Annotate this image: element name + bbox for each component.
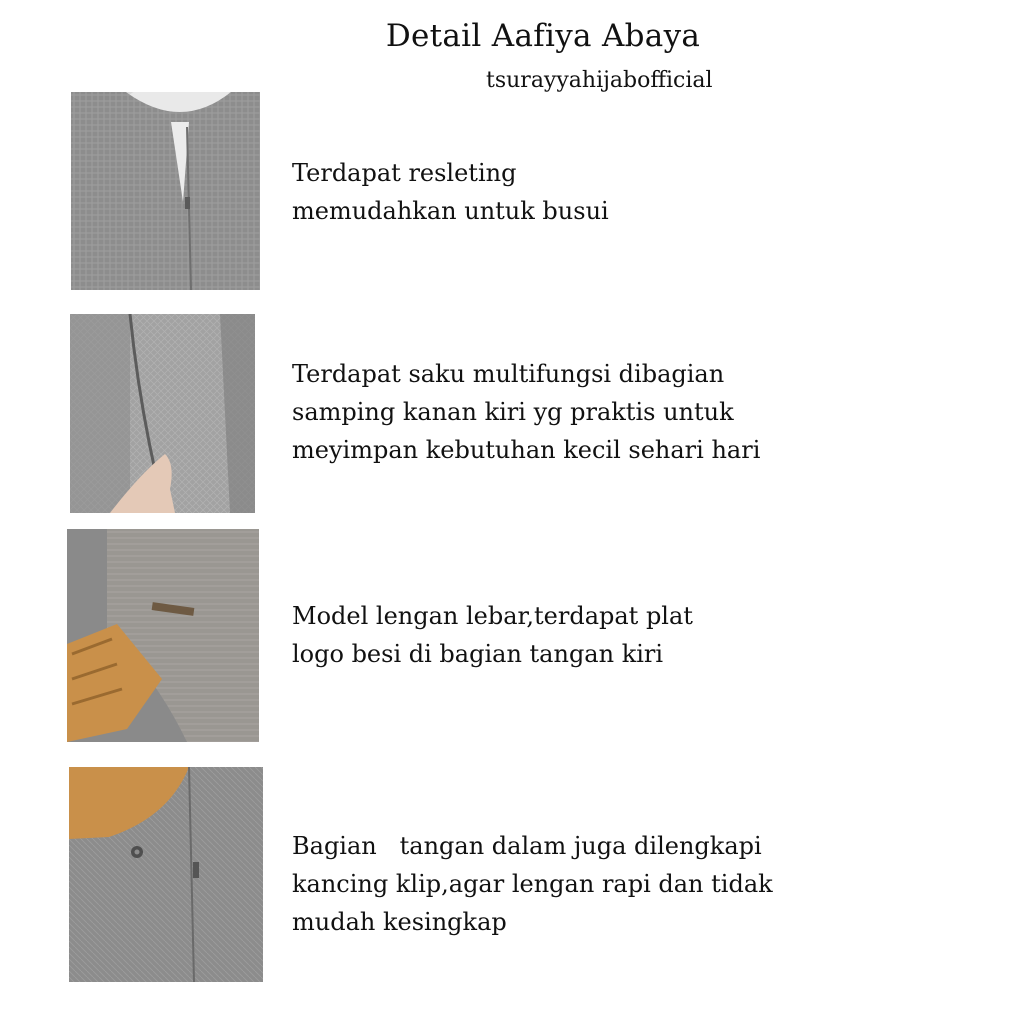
detail-4-text: Bagian tangan dalam juga dilengkapi kancing klip,agar lengan rapi dan tidak mudah kesingkap	[292, 832, 773, 936]
detail-1-text: Terdapat resleting memudahkan untuk busui	[292, 159, 609, 225]
page-title: Detail Aafiya Abaya	[385, 18, 701, 54]
sleeve-logo-plate-photo	[67, 529, 259, 742]
brand-handle: tsurayyahijabofficial	[486, 68, 713, 93]
detail-3-text: Model lengan lebar,terdapat plat logo besi di bagian tangan kiri	[292, 602, 693, 668]
zipper-neckline-photo	[71, 92, 260, 290]
inner-sleeve-snap-photo	[69, 767, 263, 982]
side-pocket-photo	[70, 314, 255, 513]
detail-2-text: Terdapat saku multifungsi dibagian samping kanan kiri yg praktis untuk meyimpan kebutuhan kecil sehari hari	[292, 360, 761, 464]
